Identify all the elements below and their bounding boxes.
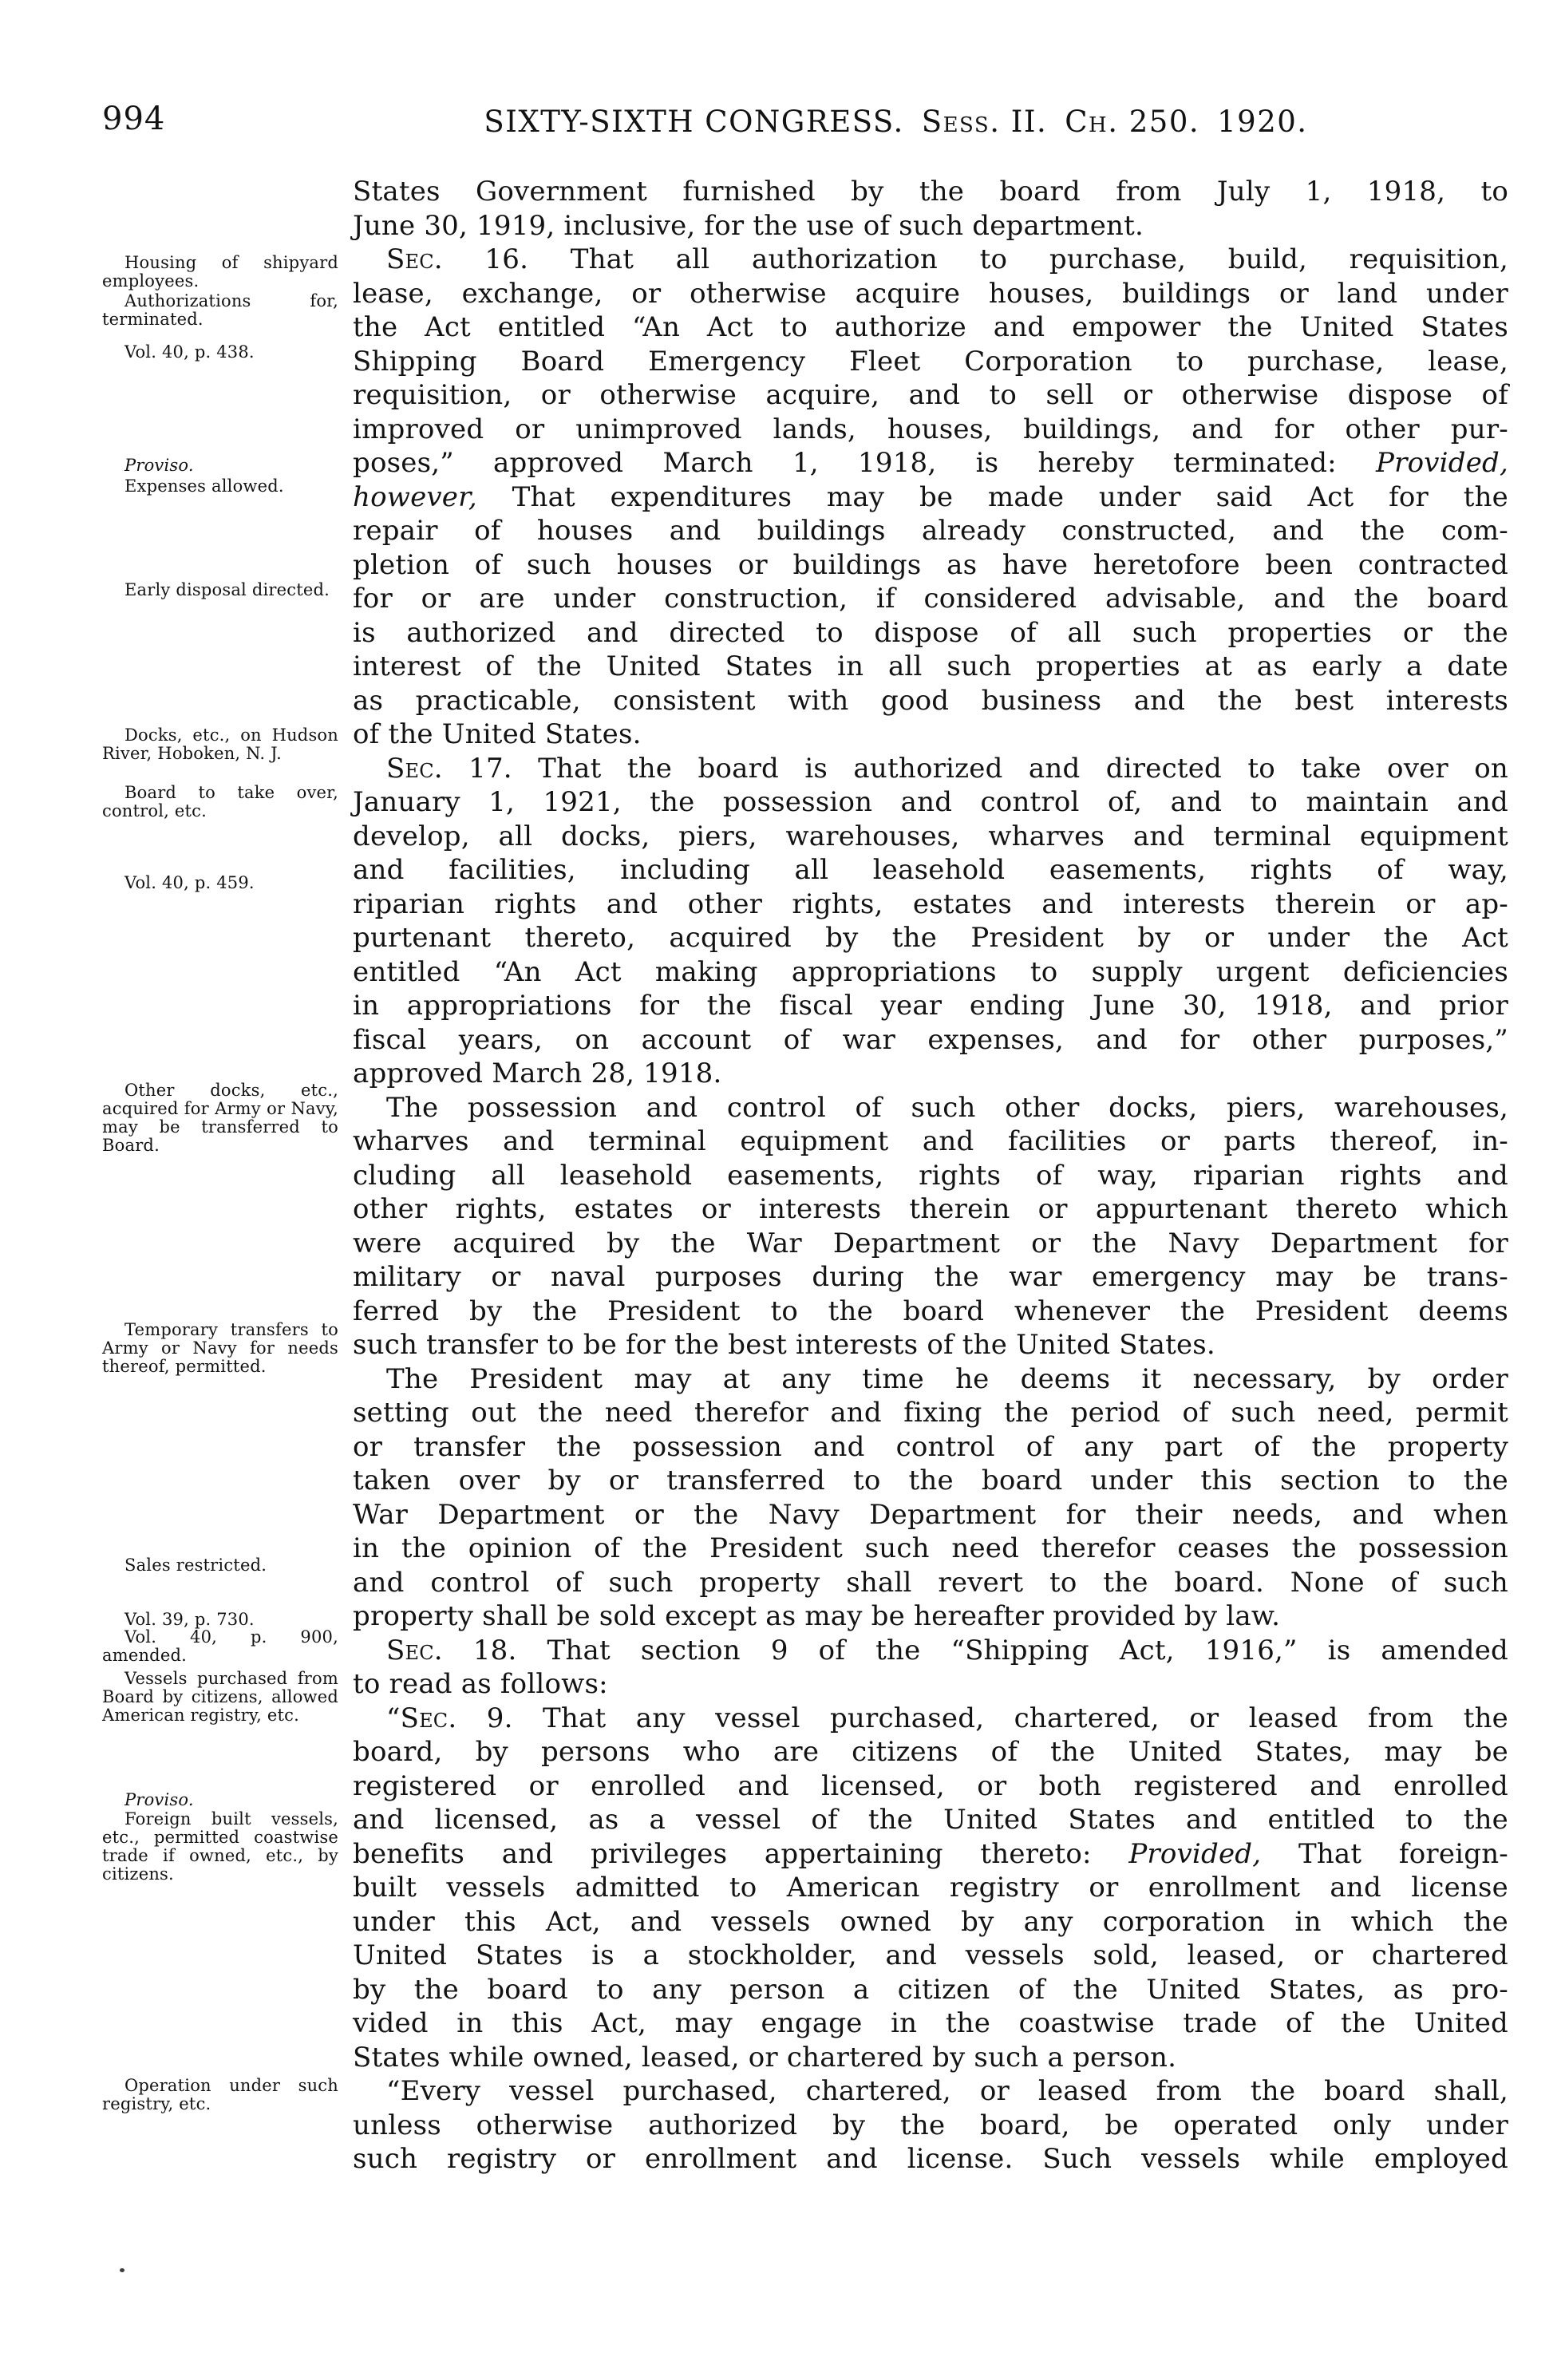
statute-body [353,175,1508,2176]
line-text: That section 9 of the “Shipping Act, 1916,” is amended [516,1634,1509,1666]
margin-note-citation: Vol. 39, p. 730. [124,1610,255,1629]
body-line: June 30, 1919, inclusive, for the use of such department. [353,209,1144,242]
paragraph-temporary-transfers [353,1362,1508,1634]
body-line: board, by persons who are citizens of the United States, may be [353,1736,1508,1768]
section-number: Sec. 16. [386,243,529,275]
body-line: the Act entitled “An Act to authorize and empower the United States [353,311,1508,343]
body-line: cluding all leasehold easements, rights of way, riparian rights and [353,1159,1508,1192]
body-line: United States is a stockholder, and vessels sold, leased, or chartered [353,1939,1508,1971]
margin-note: Early disposal directed. [124,580,330,599]
body-line: improved or unimproved lands, houses, buildings, and for other pur- [353,413,1508,445]
body-line: registered or enrolled and licensed, or both registered and enrolled [353,1769,1508,1802]
body-line [353,752,1508,786]
section-number: Sec. 17. [386,752,512,785]
body-line: setting out the need therefor and fixing the period of such need, permit [353,1397,1508,1429]
margin-note: Authorizations for, terminated. [102,291,338,329]
margin-note: Temporary transfers to Army or Navy for needs thereof, permitted. [102,1320,338,1376]
body-line: vided in this Act, may engage in the coastwise trade of the United [353,2007,1508,2039]
body-line: as practicable, consistent with good business and the best interests [353,684,1508,717]
margin-note-citation: Vol. 40, p. 438. [124,342,255,362]
paragraph-sec-17 [353,752,1508,1091]
body-line: in appropriations for the fiscal year ending June 30, 1918, and prior [353,990,1508,1022]
body-line: January 1, 1921, the possession and control of, and to maintain and [353,786,1508,818]
body-line: entitled “An Act making appropriations to supply urgent deficiencies [353,955,1508,988]
body-line: military or naval purposes during the war emergency may be trans- [353,1261,1508,1293]
body-line [353,480,1508,515]
proviso-word: Provided, [1128,1837,1262,1870]
paragraph-other-docks [353,1091,1508,1362]
session-label: Sess. II. [921,105,1048,139]
body-line: wharves and terminal equipment and facilities or parts thereof, in- [353,1125,1508,1157]
body-line: States Government furnished by the board from July 1, 1918, to [353,176,1508,208]
line-text: poses,” approved March 1, 1918, is hereby terminated: [353,447,1377,479]
body-line [353,1634,1508,1668]
line-text: That all authorization to purchase, build, requisition, [528,243,1508,275]
margin-note-proviso: Proviso. [124,456,194,475]
body-line: The President may at any time he deems it necessary, by order [386,1362,1508,1395]
body-line: purtenant thereto, acquired by the President by or under the Act [353,922,1508,954]
body-line: lease, exchange, or otherwise acquire houses, buildings or land under [353,277,1508,310]
body-line: in the opinion of the President such need therefor ceases the possession [353,1532,1508,1564]
line-text: That expenditures may be made under said Act for the [476,480,1508,513]
running-header [319,105,1472,139]
body-line: War Department or the Navy Department for their needs, and when [353,1498,1508,1531]
paragraph-sec-16 [353,243,1508,752]
body-line [353,243,1508,277]
body-line: fiscal years, on account of war expenses, and for other purposes,” [353,1023,1508,1056]
body-line: develop, all docks, piers, warehouses, wharves and terminal equipment [353,820,1508,852]
body-line: pletion of such houses or buildings as have heretofore been contracted [353,548,1508,581]
body-line: repair of houses and buildings already constructed, and the com- [353,515,1508,547]
margin-note: Housing of shipyard employees. [102,253,338,291]
body-line: and licensed, as a vessel of the United States and entitled to the [353,1804,1508,1836]
margin-note: Sales restricted. [124,1556,267,1575]
margin-note-citation: Vol. 40, p. 459. [124,873,255,892]
paragraph-every-vessel [353,2074,1508,2176]
body-line: other rights, estates or interests therein or appurtenant thereto which [353,1193,1508,1225]
margin-note: Board to take over, control, etc. [102,783,338,820]
paragraph-continuation [353,175,1508,243]
proviso-word: Provided, [1376,447,1508,479]
body-line: and facilities, including all leasehold easements, rights of way, [353,854,1508,886]
body-line: such transfer to be for the best interests of the United States. [353,1329,1215,1361]
body-line: by the board to any person a citizen of the United States, as pro- [353,1973,1508,2006]
margin-note: Expenses allowed. [124,476,284,496]
margin-note-citation: Vol. 40, p. 900, amended. [102,1627,338,1665]
page-number: 994 [102,101,166,137]
body-line: property shall be sold except as may be hereafter provided by law. [353,1600,1281,1632]
body-line: riparian rights and other rights, estates and interests therein or ap- [353,888,1508,920]
margin-note: Other docks, etc., acquired for Army or Navy, may be transferred to Board. [102,1081,338,1155]
body-line: “Every vessel purchased, chartered, or leased from the board shall, [386,2075,1508,2107]
line-text: That any vessel purchased, chartered, or leased from the [512,1702,1508,1734]
body-line: taken over by or transferred to the board under this section to the [353,1465,1508,1496]
margin-note: Operation under such registry, etc. [102,2076,338,2113]
margin-note: Vessels purchased from Board by citizens, allowed American registry, etc. [102,1669,338,1725]
body-line: ferred by the President to the board whenever the President deems [353,1295,1508,1327]
body-line: built vessels admitted to American registry or enrollment and license [353,1872,1508,1904]
year-label: 1920. [1217,105,1308,139]
paragraph-sec-9-quoted [353,1702,1508,2075]
paragraph-sec-18 [353,1634,1508,1702]
margin-note: Foreign built vessels, etc., permitted coastwise trade if owned, etc., by citizens. [102,1809,338,1884]
body-line: requisition, or otherwise acquire, and to sell or otherwise dispose of [353,379,1508,411]
margin-note: Docks, etc., on Hudson River, Hoboken, N. J. [102,725,338,763]
body-line [353,1702,1508,1736]
section-number: Sec. 9. [400,1702,513,1734]
body-line: The possession and control of such other docks, piers, warehouses, [386,1091,1508,1124]
body-line: approved March 28, 1918. [353,1058,722,1089]
open-quote: “ [386,1702,401,1734]
body-line: States while owned, leased, or chartered by such a person. [353,2041,1177,2074]
body-line: unless otherwise authorized by the board, be operated only under [353,2109,1508,2141]
proviso-word: however, [353,480,477,513]
body-line: Shipping Board Emergency Fleet Corporation to purchase, lease, [353,345,1508,378]
body-line: or transfer the possession and control of any part of the property [353,1430,1508,1463]
line-text: That the board is authorized and directed to take over on [512,752,1508,785]
body-line: for or are under construction, if considered advisable, and the board [353,583,1508,615]
body-line: is authorized and directed to dispose of all such properties or the [353,616,1508,649]
scan-speck [120,2268,124,2272]
body-line [353,1837,1508,1872]
margin-note-proviso: Proviso. [124,1790,194,1809]
chapter-label: Ch. 250. [1065,105,1200,139]
section-number: Sec. 18. [386,1634,517,1666]
body-line: such registry or enrollment and license. Such vessels while employed [353,2143,1508,2175]
body-line: of the United States. [353,718,642,750]
line-text: benefits and privileges appertaining thereto: [353,1837,1129,1870]
line-text: That foreign- [1261,1837,1508,1870]
body-line: to read as follows: [353,1668,608,1700]
body-line: interest of the United States in all such properties at as early a date [353,650,1508,682]
body-line: and control of such property shall revert to the board. None of such [353,1566,1508,1599]
body-line [353,446,1508,480]
congress-title: SIXTY-SIXTH CONGRESS. [484,105,904,139]
body-line: under this Act, and vessels owned by any corporation in which the [353,1905,1508,1938]
body-line: were acquired by the War Department or the Navy Department for [353,1227,1508,1259]
